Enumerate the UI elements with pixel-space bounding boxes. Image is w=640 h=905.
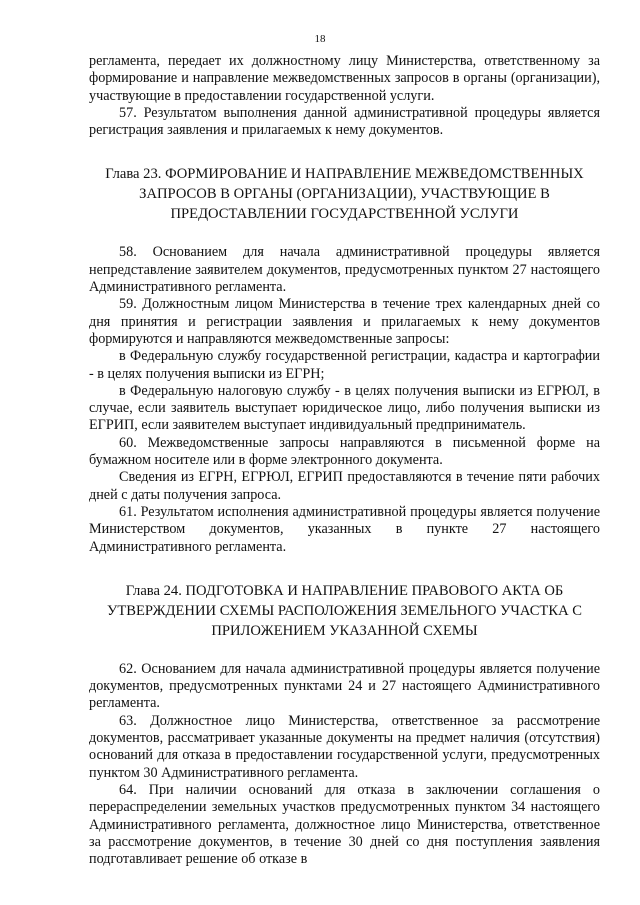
paragraph-60-terms: Сведения из ЕГРН, ЕГРЮЛ, ЕГРИП предоставляются в течение пяти рабочих дней с даты получения запроса. [89,469,600,503]
paragraph-61: 61. Результатом исполнения административной процедуры является получение Министерством документов, указанных в пункте 27 настоящего Административного регламента. [89,503,600,555]
paragraph-62: 62. Основанием для начала административной процедуры является получение документов, предусмотренных пунктами 24 и 27 настоящего Административного регламента. [89,660,600,712]
paragraph-59-rosreestr: в Федеральную службу государственной регистрации, кадастра и картографии - в целях получения выписки из ЕГРН; [89,348,600,382]
paragraph-60: 60. Межведомственные запросы направляются в письменной форме на бумажном носителе или в форме электронного документа. [89,434,600,469]
paragraph-57: 57. Результатом выполнения данной административной процедуры является регистрация заявления и прилагаемых к нему документов. [89,104,600,139]
paragraph-58: 58. Основанием для начала административной процедуры является непредставление заявителем документов, предусмотренных пунктом 27 настоящего Административного регламента. [89,244,600,296]
chapter-23-heading: Глава 23. ФОРМИРОВАНИЕ И НАПРАВЛЕНИЕ МЕЖВЕДОМСТВЕННЫХ ЗАПРОСОВ В ОРГАНЫ (ОРГАНИЗАЦИИ), УЧАСТВУЮЩИЕ В ПРЕДОСТАВЛЕНИИ ГОСУДАРСТВЕННОЙ УСЛУГИ [105,166,584,223]
paragraph-63: 63. Должностное лицо Министерства, ответственное за рассмотрение документов, рассматривает указанные документы на предмет наличия (отсутствия) оснований для отказа в предоставлении государственной услуги, предусмотренных пунктом 30 Административного регламента. [89,712,600,781]
page-number: 18 [314,33,326,45]
document-body [89,53,600,868]
paragraph-continuation: регламента, передает их должностному лицу Министерства, ответственному за формирование и направление межведомственных запросов в органы (организации), участвующие в предоставлении государственной услуги. [89,53,600,104]
paragraph-59-fns: в Федеральную налоговую службу - в целях получения выписки из ЕГРЮЛ, в случае, если заявитель выступает юридическое лицо, либо получения выписки из ЕГРИП, если заявителем выступает индивидуальный предприниматель. [89,382,600,434]
chapter-24-heading: Глава 24. ПОДГОТОВКА И НАПРАВЛЕНИЕ ПРАВОВОГО АКТА ОБ УТВЕРЖДЕНИИ СХЕМЫ РАСПОЛОЖЕНИЯ ЗЕМЕЛЬНОГО УЧАСТКА С ПРИЛОЖЕНИЕМ УКАЗАННОЙ СХЕМЫ [106,582,582,639]
paragraph-59: 59. Должностным лицом Министерства в течение трех календарных дней со дня принятия и регистрации заявления и прилагаемых к нему документов формируются и направляются межведомственные запросы: [89,296,600,347]
paragraph-64: 64. При наличии оснований для отказа в заключении соглашения о перераспределении земельных участков предусмотренных пунктом 34 настоящего Административного регламента, должностное лицо Министерства, ответственное за рассмотрение документов, в течение 30 дней со дня поступления заявления подготавливает решение об отказе в [89,781,600,868]
